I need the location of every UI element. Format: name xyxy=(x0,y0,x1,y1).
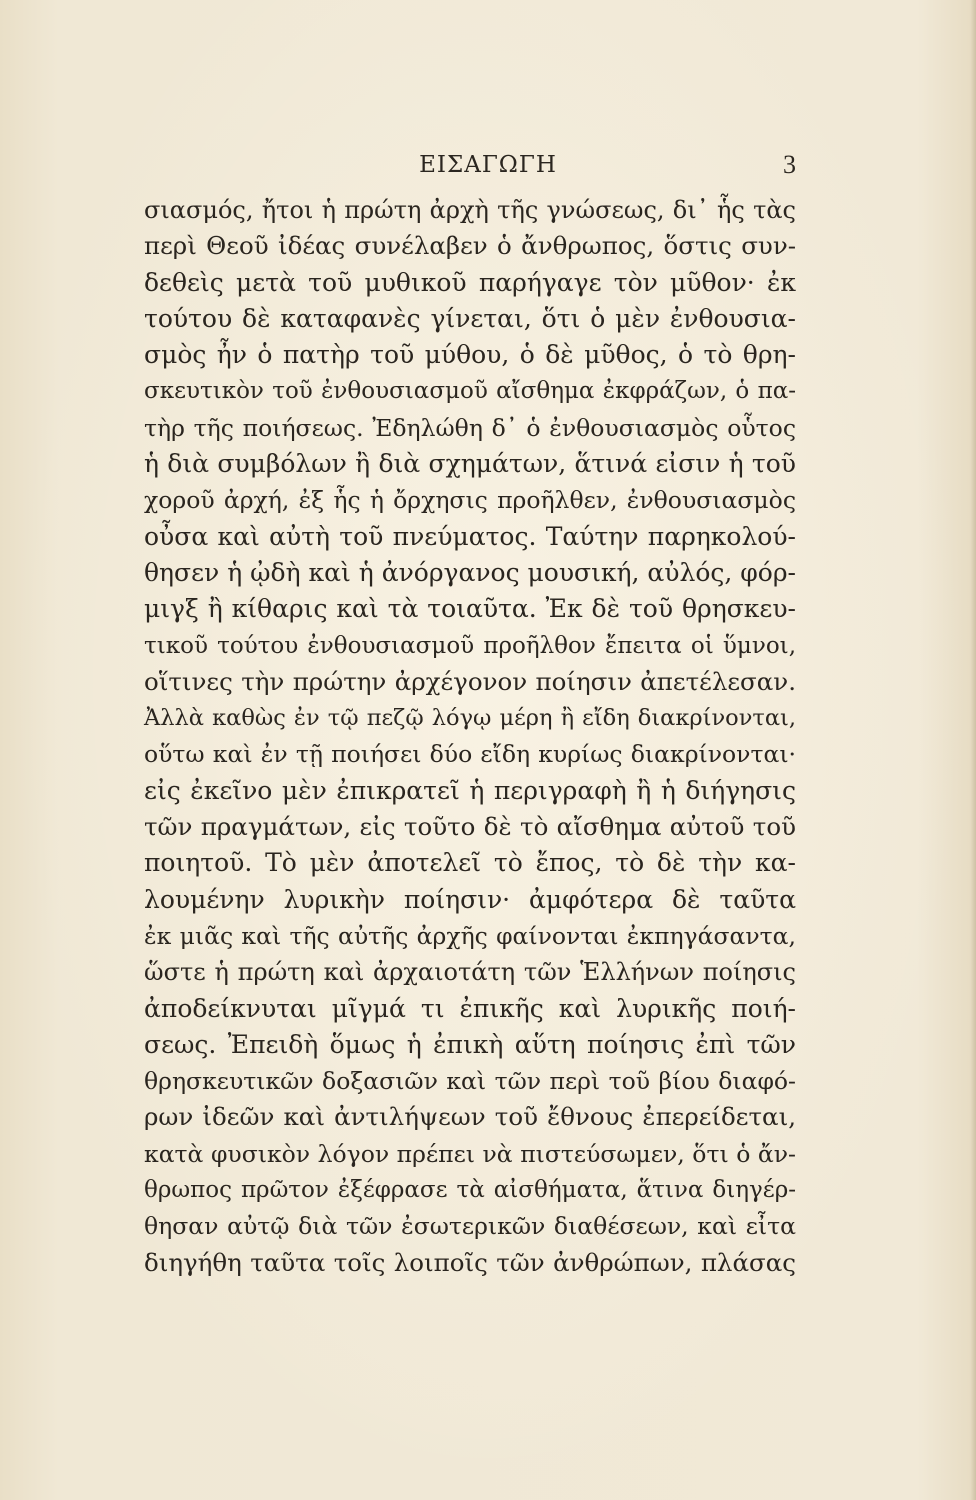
text-line: οἵτινες τὴν πρώτην ἀρχέγονον ποίησιν ἀπετέλεσαν. xyxy=(144,666,796,696)
text-line: Ἀλλὰ καθὼς ἐν τῷ πεζῷ λόγῳ μέρη ἢ εἴδη διακρίνονται, xyxy=(144,705,796,732)
text-line: οὕτω καὶ ἐν τῇ ποιήσει δύο εἴδη κυρίως διακρίνονται· xyxy=(144,740,796,769)
text-line: ποιητοῦ. Τὸ μὲν ἀποτελεῖ τὸ ἔπος, τὸ δὲ τὴν κα- xyxy=(144,848,796,878)
text-line: ὥστε ἡ πρώτη καὶ ἀρχαιοτάτη τῶν Ἑλλήνων ποίησις xyxy=(144,958,796,987)
body-text xyxy=(144,192,796,1332)
text-line: δεθεὶς μετὰ τοῦ μυθικοῦ παρήγαγε τὸν μῦθον· ἐκ xyxy=(144,267,796,297)
text-line: κατὰ φυσικὸν λόγον πρέπει νὰ πιστεύσωμεν, ὅτι ὁ ἄν- xyxy=(144,1139,796,1168)
text-line: διηγήθη ταῦτα τοῖς λοιποῖς τῶν ἀνθρώπων, πλάσας xyxy=(144,1247,796,1277)
text-line: σκευτικὸν τοῦ ἐνθουσιασμοῦ αἴσθημα ἐκφράζων, ὁ πα- xyxy=(144,378,796,405)
text-line: θρησκευτικῶν δοξασιῶν καὶ τῶν περὶ τοῦ βίου διαφό- xyxy=(144,1067,796,1096)
text-line: χοροῦ ἀρχή, ἐξ ἧς ἡ ὄρχησις προῆλθεν, ἐνθουσιασμὸς xyxy=(144,486,796,515)
page-edge-shadow xyxy=(970,0,976,1500)
text-line: τικοῦ τούτου ἐνθουσιασμοῦ προῆλθον ἔπειτα οἱ ὕμνοι, xyxy=(144,632,796,659)
text-line: σεως. Ἐπειδὴ ὅμως ἡ ἐπικὴ αὕτη ποίησις ἐπὶ τῶν xyxy=(144,1029,796,1059)
page-number: 3 xyxy=(783,150,796,179)
text-line: εἰς ἐκεῖνο μὲν ἐπικρατεῖ ἡ περιγραφὴ ἢ ἡ διήγησις xyxy=(144,775,796,805)
text-line: σμὸς ἦν ὁ πατὴρ τοῦ μύθου, ὁ δὲ μῦθος, ὁ τὸ θρη- xyxy=(144,340,796,370)
text-line: τούτου δὲ καταφανὲς γίνεται, ὅτι ὁ μὲν ἐνθουσια- xyxy=(144,303,796,333)
text-line: ἀποδείκνυται μῖγμά τι ἐπικῆς καὶ λυρικῆς ποιή- xyxy=(144,993,796,1023)
text-line: μιγξ ἢ κίθαρις καὶ τὰ τοιαῦτα. Ἐκ δὲ τοῦ θρησκευ- xyxy=(144,594,796,624)
text-line: περὶ Θεοῦ ἰδέας συνέλαβεν ὁ ἄνθρωπος, ὅστις συν- xyxy=(144,231,796,261)
text-line: ρων ἰδεῶν καὶ ἀντιλήψεων τοῦ ἔθνους ἐπερείδεται, xyxy=(144,1102,796,1132)
running-title: ΕΙΣΑΓΩΓΗ xyxy=(419,152,557,178)
text-line: σιασμός, ἤτοι ἡ πρώτη ἀρχὴ τῆς γνώσεως, δι᾽ ἧς τὰς xyxy=(144,196,796,224)
text-line: θησεν ἡ ᾠδὴ καὶ ἡ ἀνόργανος μουσική, αὐλός, φόρ- xyxy=(144,557,796,587)
running-head xyxy=(0,148,976,188)
text-line: ἐκ μιᾶς καὶ τῆς αὐτῆς ἀρχῆς φαίνονται ἐκπηγάσαντα, xyxy=(144,921,796,950)
text-line: θησαν αὐτῷ διὰ τῶν ἐσωτερικῶν διαθέσεων, καὶ εἶτα xyxy=(144,1212,796,1241)
text-line: τὴρ τῆς ποιήσεως. Ἐδηλώθη δ᾽ ὁ ἐνθουσιασμὸς οὗτος xyxy=(144,413,796,442)
text-line: θρωπος πρῶτον ἐξέφρασε τὰ αἰσθήματα, ἅτινα διηγέρ- xyxy=(144,1177,796,1204)
text-line: ἡ διὰ συμβόλων ἢ διὰ σχημάτων, ἅτινά εἰσιν ἡ τοῦ xyxy=(144,449,796,479)
text-line: τῶν πραγμάτων, εἰς τοῦτο δὲ τὸ αἴσθημα αὐτοῦ τοῦ xyxy=(144,812,796,842)
text-line: λουμένην λυρικὴν ποίησιν· ἀμφότερα δὲ ταῦτα xyxy=(144,884,796,914)
text-line: οὖσα καὶ αὐτὴ τοῦ πνεύματος. Ταύτην παρηκολού- xyxy=(144,521,796,551)
